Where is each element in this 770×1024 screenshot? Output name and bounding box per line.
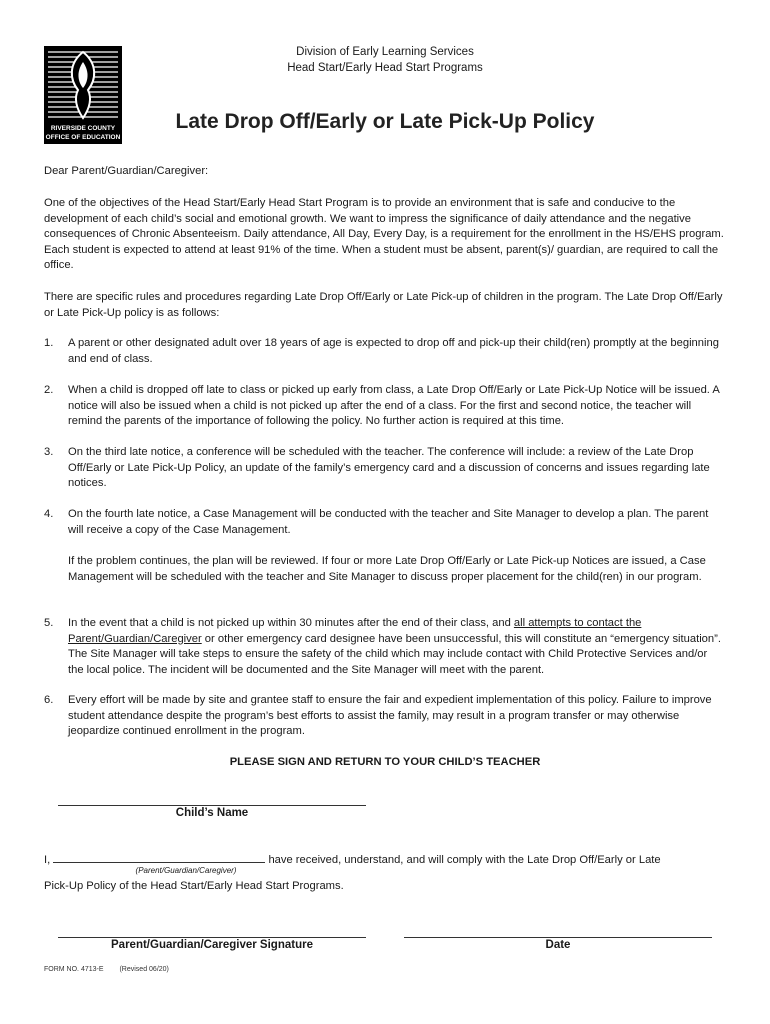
- signature-label: Parent/Guardian/Caregiver Signature: [111, 939, 313, 951]
- underlined-phrase: all attempts to contact the Parent/Guardian/Caregiver: [68, 617, 642, 645]
- date-line[interactable]: [404, 937, 712, 938]
- childs-name-line[interactable]: [58, 805, 366, 806]
- acknowledgement-line-2: Pick-Up Policy of the Head Start/Early Head Start Programs.: [44, 880, 344, 892]
- signature-line[interactable]: [58, 937, 366, 938]
- intro-paragraph: One of the objectives of the Head Start/Early Head Start Program is to provide an environment that is safe and conducive to the development of each child’s social and emotional growth. We want to impress the significance of daily attendance and the negative consequences of Chronic Absenteeism. Daily attendance, All Day, Every Day, is a requirement for the enrollment in the HS/EHS program. Each student is expected to attend at least 91% of the time. When a student must be absent, parent(s)/ guardian, are required to call the office.: [44, 197, 724, 271]
- sign-instruction: PLEASE SIGN AND RETURN TO YOUR CHILD’S TEACHER: [229, 756, 541, 768]
- acknowledgement-line: I, have received, understand, and will comply with the Late Drop Off/Early or Late: [44, 851, 724, 869]
- parent-name-sublabel: (Parent/Guardian/Caregiver): [135, 866, 237, 875]
- parent-name-field[interactable]: [53, 851, 265, 863]
- date-label: Date: [545, 939, 571, 951]
- logo-text: RIVERSIDE COUNTY OFFICE OF EDUCATION: [44, 122, 122, 144]
- childs-name-label: Child’s Name: [175, 807, 249, 819]
- document-title: Late Drop Off/Early or Late Pick-Up Policy: [175, 110, 595, 133]
- policy-document: RIVERSIDE COUNTY OFFICE OF EDUCATION Division of Early Learning Services Head Start/Early Head Start Programs Late Drop Off/Early or Late Pick-Up Policy Dear Parent/Guardian/Caregiver: One of the objectives of the Head Start/Early Head Start Program is to provide an environment that is safe and conducive to the development of each child’s social and emotional growth. We want to impress the significance of daily attendance and the negative consequences of Chronic Absenteeism. Daily attendance, All Day, Every Day, is a requirement for the enrollment in the HS/EHS program. Each student is expected to attend at least 91% of the time. When a student must be absent, parent(s)/ guardian, are required to call the office. There are specific rules and procedures regarding Late Drop Off/Early or Late Pick-up of children in the program. The Late Drop Off/Early or Late Pick-Up policy is as follows: 1. A parent or other designated adult over 18 years of age is expected to drop off and pick-up their child(ren) promptly at the beginning and end of class. 2. When a child is dropped off late to class or picked up early from class, a Late Drop Off/Early or Late Pick-Up Notice will be issued. A notice will also be issued when a child is not picked up after the end of a class. For the first and second notice, the teacher will remind the parents of the importance of following the policy. No further action is required at this time. 3. On the third late notice, a conference will be scheduled with the teacher. The conference will include: a review of the Late Drop Off/Early or Late Pick-Up Policy, an update of the family’s emergency card and a discussion of concerns and issues regarding late notices. 4. On the fourth late notice, a Case Management will be conducted with the teacher and Site Manager to develop a plan. The parent will receive a copy of the Case Management. If the problem continues, the plan will be reviewed. If four or more Late Drop Off/Early or Late Pick-up Notices are issued, a Case Management will be scheduled with the teacher and Site Manager to discuss proper placement for the child(ren) in our program. 5. In the event that a child is not picked up within 30 minutes after the end of their class, and all attempts to contact the Parent/Guardian/Caregiver or other emergency card designee have been unsuccessful, this will constitute an “emergency situation”. The Site Manager will take steps to ensure the safety of the child which may include contact with Child Protective Services and/or the local police. The incident will be documented and the Site Manager will meet with the parent. 6. Every effort will be made by site and grantee staff to ensure the fair and expedient implementation of this policy. Failure to improve student attendance despite the program’s best efforts to assist the family, may result in a program transfer or may otherwise jeopardize continued enrollment in the program. PLEASE SIGN AND RETURN TO YOUR CHILD’S TEACHER Child’s Name I, have received, understand, and will comply with the Late Drop Off/Early or Late (Parent/Guardian/Caregiver) Pick-Up Policy of the Head Start/Early Head Start Programs. Parent/Guardian/Caregiver Signature Date FORM NO. 4713-E (Revised 06/20): [44, 46, 724, 973]
- salutation: Dear Parent/Guardian/Caregiver:: [44, 165, 209, 177]
- form-number: FORM NO. 4713-E (Revised 06/20): [44, 966, 169, 973]
- program-name: Head Start/Early Head Start Programs: [287, 62, 483, 74]
- rules-intro-paragraph: There are specific rules and procedures regarding Late Drop Off/Early or Late Pick-up of children in the program. The Late Drop Off/Early or Late Pick-Up policy is as follows:: [44, 291, 723, 319]
- division-name: Division of Early Learning Services: [296, 46, 474, 58]
